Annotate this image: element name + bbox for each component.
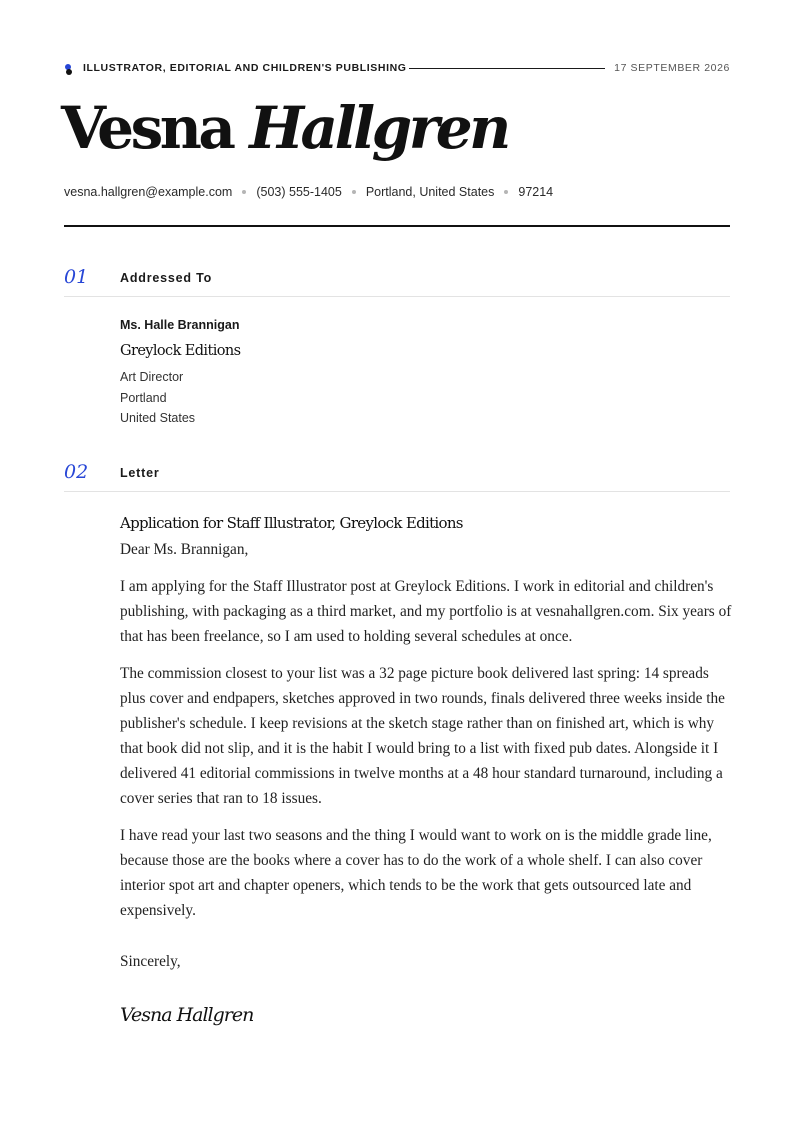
letter-paragraph: I am applying for the Staff Illustrator post at Greylock Editions. I work in editorial and children's publishing, with packaging as a third market, and my portfolio is at vesnahallgren.com. Six years of that has been freelance, so I am used to holding several schedules at once. xyxy=(120,578,732,645)
section-title-letter: Letter xyxy=(120,466,160,480)
contact-line xyxy=(64,183,553,201)
recipient-city: Portland xyxy=(120,391,167,405)
black-dot xyxy=(66,69,72,75)
letter-subject: Application for Staff Illustrator, Greylock Editions xyxy=(120,514,463,532)
letter-paragraph: I have read your last two seasons and the thing I would want to work on is the middle grade line, because those are the books where a cover has to do the work of a whole shelf. I can also cover interior spot art and chapter openers, which tends to be the work that gets outsourced late and expensively. xyxy=(120,827,712,919)
contact-location: Portland, United States xyxy=(365,185,495,199)
topline-divider xyxy=(409,68,605,69)
contact-postal-code: 97214 xyxy=(518,185,554,199)
contact-email[interactable]: vesna.hallgren@example.com xyxy=(64,185,233,199)
last-name: Hallgren xyxy=(249,94,508,162)
tagline: ILLUSTRATOR, EDITORIAL AND CHILDREN'S PUBLISHING xyxy=(83,62,407,74)
contact-phone[interactable]: (503) 555-1405 xyxy=(256,185,342,199)
header-divider xyxy=(64,225,730,227)
section-number-addressed-to: 01 xyxy=(64,266,89,288)
header-topline xyxy=(64,61,730,75)
section-number-letter: 02 xyxy=(64,461,89,483)
signature: Vesna Hallgren xyxy=(120,1004,254,1026)
letter-paragraph: The commission closest to your list was a 32 page picture book delivered last spring: 14 spreads plus cover and endpapers, sketches approved in two rounds, finals delivered three weeks inside the publisher's schedule. I keep revisions at the sketch stage rather than on finished art, which is why that book did not slip, and it is the habit I would bring to a list with fixed pub dates. Alongside it I delivered 41 editorial commissions in twelve months at a 48 hour standard turnaround, including a cover series that ran to 18 issues. xyxy=(120,665,725,807)
first-name: Vesna xyxy=(61,94,233,162)
recipient-company: Greylock Editions xyxy=(120,343,241,359)
salutation: Dear Ms. Brannigan, xyxy=(120,541,249,558)
brand-dots-icon xyxy=(64,64,74,76)
section-divider xyxy=(64,296,730,297)
separator-dot xyxy=(352,190,356,194)
recipient-country: United States xyxy=(120,411,196,425)
closing: Sincerely, xyxy=(120,953,181,970)
section-divider xyxy=(64,491,730,492)
recipient-title: Art Director xyxy=(120,370,184,384)
separator-dot xyxy=(242,190,246,194)
separator-dot xyxy=(504,190,508,194)
recipient-name: Ms. Halle Brannigan xyxy=(120,318,240,332)
letter-body xyxy=(120,537,732,1028)
letter-date: 17 SEPTEMBER 2026 xyxy=(614,62,730,74)
section-title-addressed-to: Addressed To xyxy=(120,271,213,285)
applicant-name xyxy=(61,92,508,164)
